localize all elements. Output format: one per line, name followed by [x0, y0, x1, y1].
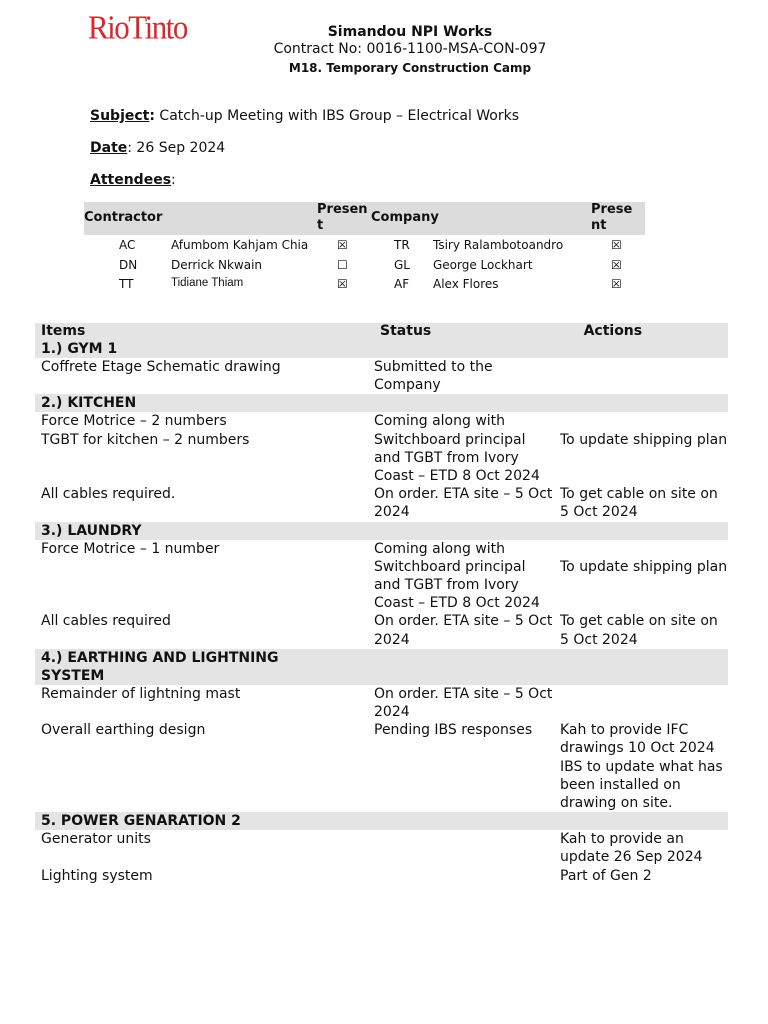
company-initials: GL	[394, 257, 410, 272]
company-initials: AF	[394, 277, 410, 291]
contractor-name: Derrick Nkwain	[171, 257, 263, 272]
subject-line	[90, 108, 519, 124]
status-cell: Pending IBS responses	[374, 722, 533, 739]
status-cell: Submitted to the Company	[374, 359, 493, 394]
contractor-present-checkbox: ☒	[337, 238, 348, 252]
status-cell: On order. ETA site – 5 Oct 2024	[374, 613, 553, 648]
document-subtitle: M18. Temporary Construction Camp	[288, 61, 532, 75]
attendees-line	[90, 172, 176, 188]
action-cell	[553, 358, 728, 394]
header-actions: Actions	[583, 323, 643, 339]
date-value: : 26 Sep 2024	[127, 140, 226, 156]
status-cell: Coming along with Switchboard principal and TGBT from Ivory Coast – ETD 8 Oct 2024	[374, 413, 540, 485]
section-heading: 2.) KITCHEN	[35, 394, 728, 412]
contractor-present-checkbox: ☒	[337, 277, 348, 291]
items-table	[35, 323, 728, 885]
company-present-checkbox: ☒	[611, 238, 622, 252]
header-items: Items	[41, 323, 86, 339]
company-present-checkbox: ☒	[611, 257, 622, 272]
item-cell: Remainder of lightning mast	[41, 685, 241, 702]
contractor-present-checkbox: ☐	[337, 257, 348, 272]
action-cell: To get cable on site on 5 Oct 2024	[560, 613, 718, 648]
table-row	[35, 830, 728, 866]
header-contractor: Contractor	[84, 210, 163, 225]
status-cell: On order. ETA site – 5 Oct 2024	[374, 685, 553, 721]
status-cell: Coming along with Switchboard principal and TGBT from Ivory Coast – ETD 8 Oct 2024	[374, 540, 540, 612]
action-cell: To get cable on site on 5 Oct 2024	[560, 486, 718, 521]
item-cell: Overall earthing design	[41, 722, 206, 739]
contract-number: Contract No: 0016-1100-MSA-CON-097	[273, 41, 547, 57]
section-heading: 5. POWER GENARATION 2	[35, 812, 728, 830]
table-row	[35, 721, 728, 812]
items-table-header	[35, 323, 728, 340]
header-present-company: Prese nt	[591, 202, 633, 233]
attendee-row	[84, 274, 645, 294]
item-cell: Coffrete Etage Schematic drawing	[41, 359, 281, 375]
table-row	[35, 867, 728, 885]
section-heading: 1.) GYM 1	[35, 340, 728, 358]
action-cell: Part of Gen 2	[560, 867, 652, 884]
rio-tinto-logo: RioTinto	[88, 8, 187, 46]
contractor-initials: TT	[119, 277, 134, 291]
item-cell: Force Motrice – 2 numbers TGBT for kitchen – 2 numbers	[41, 413, 250, 448]
item-cell: All cables required	[41, 613, 171, 630]
status-cell	[367, 867, 553, 885]
table-row	[35, 412, 728, 485]
subject-label: Subject	[90, 108, 150, 124]
section-heading: 3.) LAUNDRY	[35, 522, 728, 540]
company-name: Tsiry Ralambotoandro	[433, 238, 564, 252]
action-cell: Kah to provide IFC drawings 10 Oct 2024 IBS to update what has been installed on drawing on site.	[560, 722, 723, 812]
contractor-initials: AC	[119, 238, 136, 252]
date-label: Date	[90, 140, 128, 156]
date-line	[90, 140, 225, 156]
attendees-suffix: :	[171, 172, 176, 188]
action-cell	[553, 685, 728, 721]
attendees-label: Attendees	[90, 172, 172, 188]
company-name: George Lockhart	[433, 257, 533, 272]
document-title: Simandou NPI Works	[327, 24, 493, 40]
subject-value: Catch-up Meeting with IBS Group – Electrical Works	[154, 108, 520, 124]
item-cell: Generator units	[41, 831, 151, 848]
contractor-name: Afumbom Kahjam Chia	[171, 238, 309, 252]
table-row	[35, 358, 728, 394]
table-row	[35, 485, 728, 521]
attendees-rows	[84, 235, 645, 294]
table-row	[35, 612, 728, 648]
item-cell: Force Motrice – 1 number	[41, 540, 220, 557]
status-cell: On order. ETA site – 5 Oct 2024	[374, 486, 553, 521]
action-cell: To update shipping plan	[560, 558, 728, 575]
item-cell: Lighting system	[41, 867, 153, 884]
items-table-body	[35, 340, 728, 885]
contractor-name: Tidiane Thiam	[171, 277, 244, 289]
section-heading: 4.) EARTHING AND LIGHTNING SYSTEM	[35, 649, 728, 685]
status-cell	[367, 830, 553, 866]
subject-colon: :	[149, 108, 155, 124]
header-present-contractor: Presen t	[317, 202, 368, 233]
company-initials: TR	[394, 238, 410, 252]
action-cell: Kah to provide an update 26 Sep 2024	[560, 831, 703, 866]
company-present-checkbox: ☒	[611, 277, 622, 291]
company-name: Alex Flores	[433, 277, 499, 291]
table-row	[35, 685, 728, 721]
attendees-table-header	[84, 202, 645, 235]
header-company: Company	[371, 210, 439, 225]
attendee-row	[84, 235, 645, 255]
header-status: Status	[380, 323, 432, 339]
contractor-initials: DN	[119, 257, 138, 272]
table-row	[35, 540, 728, 613]
action-cell: To update shipping plan	[560, 431, 728, 448]
attendee-row	[84, 255, 645, 275]
attendees-table	[84, 202, 645, 294]
item-cell: All cables required.	[41, 486, 176, 503]
